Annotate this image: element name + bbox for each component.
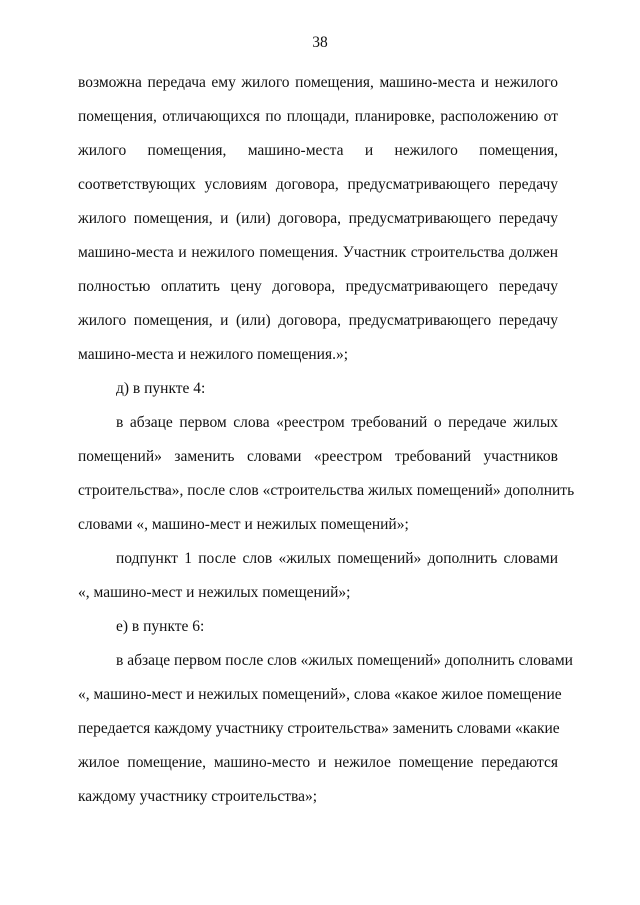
text-line: в абзаце первом после слов «жилых помещений» дополнить словами	[116, 652, 573, 669]
text-line: «, машино-мест и нежилых помещений»;	[78, 584, 351, 601]
text-line: жилое помещение, машино-место и нежилое помещение передаются	[78, 754, 558, 771]
text-line: в абзаце первом слова «реестром требований о передаче жилых	[116, 414, 558, 431]
text-line: передается каждому участнику строительства» заменить словами «какие	[78, 720, 560, 737]
text-line: словами «, машино-мест и нежилых помещений»;	[78, 516, 409, 533]
text-line: машино-места и нежилого помещения.»;	[78, 346, 349, 363]
text-line: возможна передача ему жилого помещения, машино-места и нежилого	[78, 74, 558, 91]
text-line: строительства», после слов «строительства жилых помещений» дополнить	[78, 482, 575, 499]
text-line: е) в пункте 6:	[116, 618, 205, 635]
document-body	[78, 66, 575, 814]
text-line: машино-места и нежилого помещения. Участник строительства должен	[78, 244, 558, 261]
text-line: соответствующих условиям договора, предусматривающего передачу	[78, 176, 558, 193]
text-line: жилого помещения, машино-места и нежилого помещения,	[78, 142, 558, 159]
text-line: каждому участнику строительства»;	[78, 788, 318, 805]
text-line: помещения, отличающихся по площади, планировке, расположению от	[78, 108, 558, 125]
text-line: д) в пункте 4:	[116, 380, 206, 397]
text-line: подпункт 1 после слов «жилых помещений» дополнить словами	[116, 550, 558, 567]
text-line: помещений» заменить словами «реестром требований участников	[78, 448, 558, 465]
text-line: жилого помещения, и (или) договора, предусматривающего передачу	[78, 210, 558, 227]
text-line: жилого помещения, и (или) договора, предусматривающего передачу	[78, 312, 558, 329]
text-line: «, машино-мест и нежилых помещений», слова «какое жилое помещение	[78, 686, 562, 703]
page-number: 38	[312, 34, 328, 51]
text-line: полностью оплатить цену договора, предусматривающего передачу	[78, 278, 558, 295]
